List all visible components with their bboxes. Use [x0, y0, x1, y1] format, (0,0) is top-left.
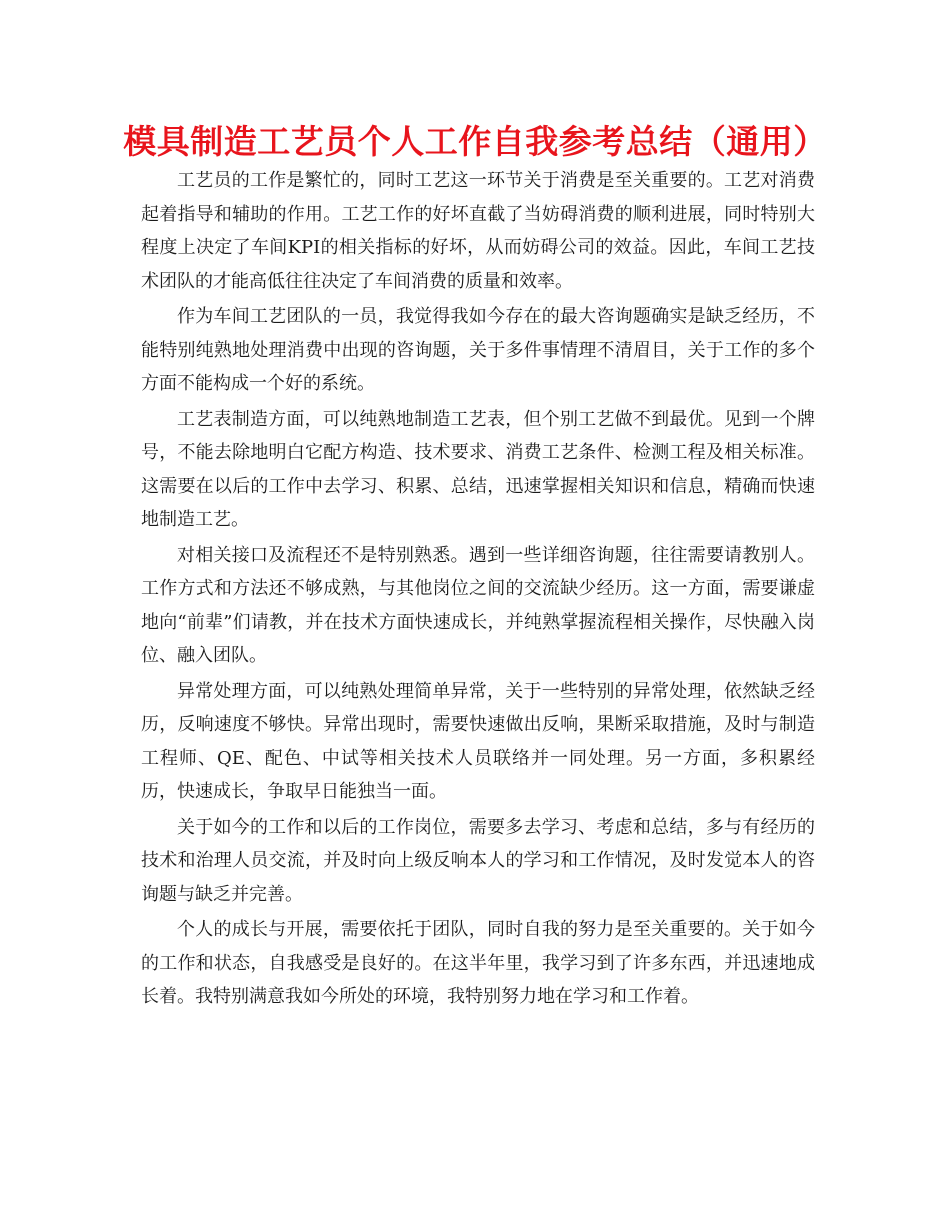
paragraph-1: 工艺员的工作是繁忙的，同时工艺这一环节关于消费是至关重要的。工艺对消费起着指导和辅助的作用。工艺工作的好坏直截了当妨碍消费的顺利进展，同时特别大程度上决定了车间KPI的相关指标的好坏，从而妨碍公司的效益。因此，车间工艺技术团队的才能高低往往决定了车间消费的质量和效率。 [141, 170, 815, 292]
paragraph-2: 作为车间工艺团队的一员，我觉得我如今存在的最大咨询题确实是缺乏经历，不能特别纯熟地处理消费中出现的咨询题，关于多件事情理不清眉目，关于工作的多个方面不能构成一个好的系统。 [141, 306, 815, 394]
paragraph-4: 对相关接口及流程还不是特别熟悉。遇到一些详细咨询题，往往需要请教别人。工作方式和方法还不够成熟，与其他岗位之间的交流缺少经历。这一方面，需要谦虚地向“前辈”们请教，并在技术方面快速成长，并纯熟掌握流程相关操作，尽快融入岗位、融入团队。 [141, 544, 815, 666]
paragraph-3: 工艺表制造方面，可以纯熟地制造工艺表，但个别工艺做不到最优。见到一个牌号，不能去除地明白它配方构造、技术要求、消费工艺条件、检测工程及相关标准。这需要在以后的工作中去学习、积累、总结，迅速掌握相关知识和信息，精确而快速地制造工艺。 [141, 408, 815, 530]
paragraph-6: 关于如今的工作和以后的工作岗位，需要多去学习、考虑和总结，多与有经历的技术和治理人员交流，并及时向上级反响本人的学习和工作情况，及时发觉本人的咨询题与缺乏并完善。 [141, 816, 815, 905]
paragraph-5: 异常处理方面，可以纯熟处理简单异常，关于一些特别的异常处理，依然缺乏经历，反响速度不够快。异常出现时，需要快速做出反响，果断采取措施，及时与制造工程师、QE、配色、中试等相关技术人员联络并一同处理。另一方面，多积累经历，快速成长，争取早日能独当一面。 [141, 680, 815, 802]
document-body [141, 164, 815, 1016]
paragraph-7: 个人的成长与开展，需要依托于团队，同时自我的努力是至关重要的。关于如今的工作和状态，自我感受是良好的。在这半年里，我学习到了许多东西，并迅速地成长着。我特别满意我如今所处的环境，我特别努力地在学习和工作着。 [141, 919, 815, 1007]
document-title: 模具制造工艺员个人工作自我参考总结（通用） [123, 122, 827, 161]
